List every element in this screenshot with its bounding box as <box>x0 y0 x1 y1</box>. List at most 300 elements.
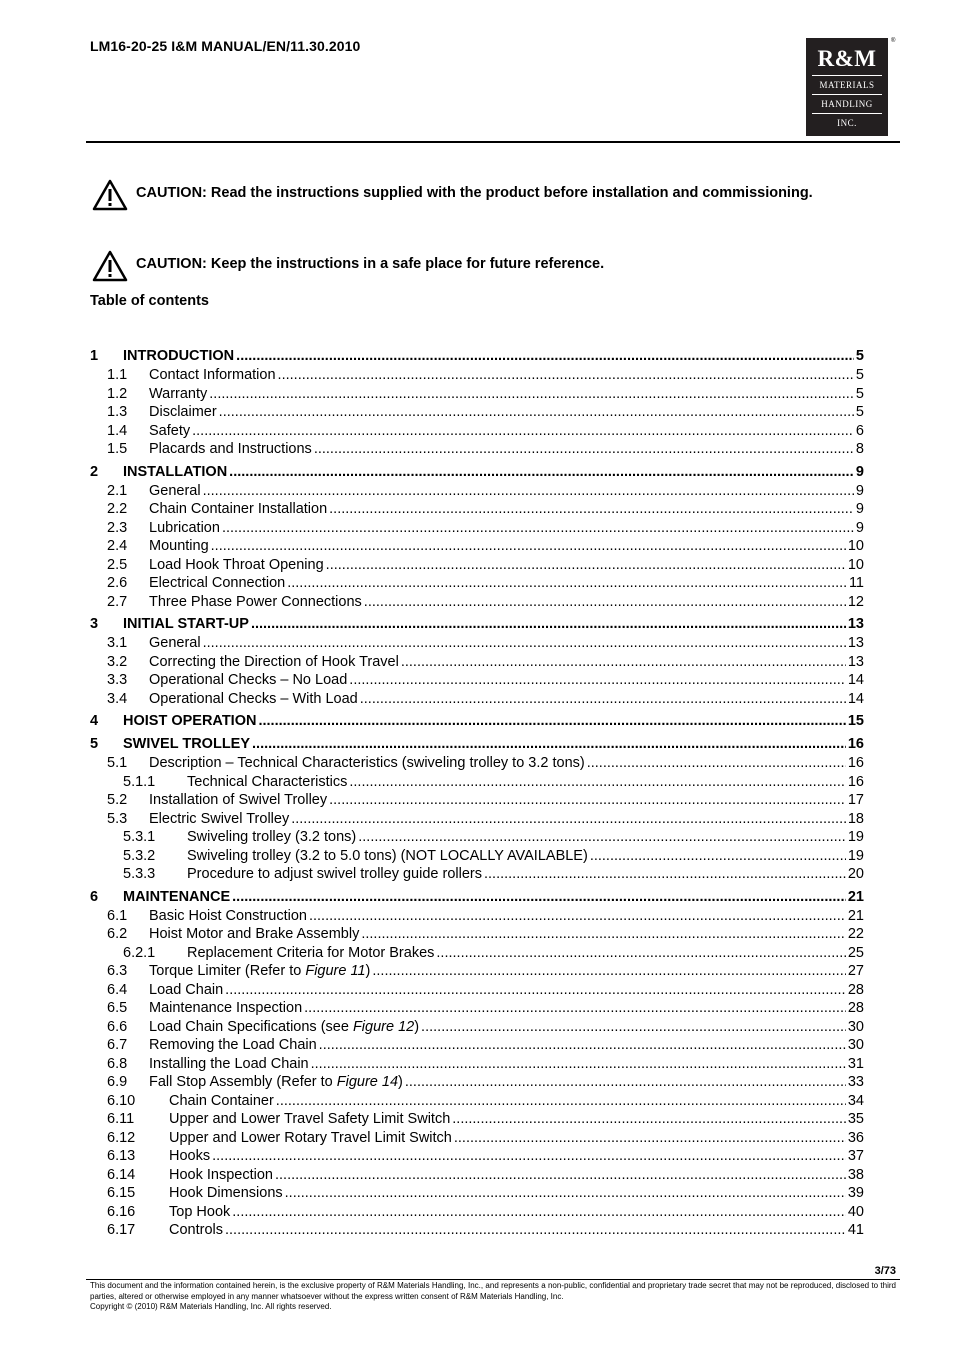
toc-entry[interactable] <box>90 1019 864 1038</box>
toc-entry[interactable] <box>90 1204 864 1223</box>
toc-dot-leader <box>251 616 846 632</box>
toc-entry[interactable] <box>90 889 864 908</box>
toc-entry-number: 6.17 <box>107 1222 136 1238</box>
toc-entry-number: 2.6 <box>107 575 128 591</box>
toc-dot-leader <box>236 348 854 364</box>
toc-entry-title-text: Load Hook Throat Opening <box>149 556 324 573</box>
toc-dot-leader <box>364 594 846 610</box>
toc-entry-number: 6.8 <box>107 1055 128 1072</box>
toc-entry-title-text: Contact Information <box>149 367 276 383</box>
toc-entry-figure-ref: Figure 11 <box>305 963 366 979</box>
toc-dot-leader <box>329 501 854 517</box>
toc-entry-title <box>169 1167 273 1183</box>
toc-entry-number: 6.12 <box>107 1129 136 1146</box>
caution-text: CAUTION: Read the instructions supplied with the product before installation and commissioning. <box>136 185 813 201</box>
toc-entry-number: 3.1 <box>107 635 128 651</box>
toc-entry-number: 6.1 <box>107 907 128 924</box>
toc-entry-title-text: Swiveling trolley (3.2 tons) <box>187 829 357 845</box>
toc-dot-leader <box>349 672 846 688</box>
toc-entry[interactable] <box>90 464 864 483</box>
toc-entry[interactable] <box>90 1056 864 1075</box>
toc-entry-page: 18 <box>847 810 864 827</box>
toc-entry-title <box>149 386 207 402</box>
toc-entry-number: 2.7 <box>107 593 128 610</box>
toc-entry-title <box>149 594 362 610</box>
toc-dot-leader <box>314 441 854 457</box>
logo-main-text: R&M <box>817 46 877 71</box>
toc-entry-title-text: Maintenance Inspection <box>149 1000 303 1016</box>
toc-entry-page: 21 <box>847 907 864 924</box>
toc-entry-title-text: Three Phase Power Connections <box>149 593 362 610</box>
footer-divider <box>86 1279 900 1280</box>
toc-entry-number: 6.16 <box>107 1203 136 1220</box>
toc-entry-page: 33 <box>847 1074 864 1090</box>
toc-entry[interactable] <box>90 575 864 594</box>
logo-divider <box>812 94 882 95</box>
toc-entry-title-text: Procedure to adjust swivel trolley guide rollers <box>187 866 482 882</box>
toc-entry-title <box>169 1111 450 1127</box>
toc-dot-leader <box>209 386 854 402</box>
toc-entry[interactable] <box>90 908 864 927</box>
toc-entry-page: 5 <box>855 348 864 364</box>
logo-line-1: MATERIALS <box>819 80 875 90</box>
toc-entry-number: 5.1 <box>107 755 128 771</box>
toc-entry-page: 9 <box>855 482 864 499</box>
toc-entry[interactable] <box>90 691 864 710</box>
toc-entry-title-text: MAINTENANCE <box>123 888 231 905</box>
toc-entry[interactable] <box>90 811 864 830</box>
toc-entry-title <box>149 755 585 771</box>
toc-entry-title-text: Top Hook <box>169 1203 231 1220</box>
toc-entry-title <box>187 866 482 882</box>
toc-entry-title <box>149 1074 403 1090</box>
toc-entry-page: 9 <box>855 519 864 536</box>
toc-entry-title-text: General <box>149 635 201 651</box>
toc-dot-leader <box>319 1037 846 1053</box>
toc-dot-leader <box>401 654 846 670</box>
logo-line-3: INC. <box>837 118 857 128</box>
toc-entry[interactable] <box>90 713 864 732</box>
toc-entry-title <box>149 1056 309 1072</box>
toc-entry-number: 5.3.2 <box>123 847 156 864</box>
toc-entry[interactable] <box>90 736 864 755</box>
toc-entry-title <box>149 423 190 439</box>
toc-heading: Table of contents <box>90 293 209 309</box>
toc-entry[interactable] <box>90 1093 864 1112</box>
toc-entry[interactable] <box>90 774 864 793</box>
toc-entry-page: 34 <box>847 1092 864 1109</box>
toc-entry[interactable] <box>90 654 864 673</box>
toc-dot-leader <box>285 1185 846 1201</box>
toc-entry-figure-ref: Figure 14 <box>336 1074 399 1090</box>
toc-dot-leader <box>358 829 846 845</box>
toc-entry[interactable] <box>90 520 864 539</box>
toc-entry[interactable] <box>90 945 864 964</box>
toc-entry-title-text: Correcting the Direction of Hook Travel <box>149 653 399 670</box>
toc-entry[interactable] <box>90 963 864 982</box>
toc-entry-page: 15 <box>847 713 864 729</box>
toc-entry-title-text: Removing the Load Chain <box>149 1037 317 1053</box>
toc-entry[interactable] <box>90 557 864 576</box>
toc-entry-page: 19 <box>847 847 864 864</box>
toc-entry-title <box>149 982 223 998</box>
toc-entry-title <box>169 1204 230 1220</box>
toc-dot-leader <box>587 755 846 771</box>
toc-entry-title <box>149 367 276 383</box>
registered-mark: ® <box>891 38 896 44</box>
toc-dot-leader <box>326 557 846 573</box>
toc-entry-title-text: INITIAL START-UP <box>123 616 249 632</box>
toc-entry-page: 5 <box>855 404 864 420</box>
toc-entry-page: 27 <box>847 963 864 979</box>
toc-dot-leader <box>229 464 854 480</box>
toc-entry-title-text: Load Chain <box>149 981 224 998</box>
toc-entry-title-text: Chain Container Installation <box>149 501 328 517</box>
toc-entry[interactable] <box>90 538 864 557</box>
toc-entry-page: 38 <box>847 1166 864 1183</box>
toc-entry[interactable] <box>90 792 864 811</box>
toc-entry-title-text: Safety <box>149 422 191 439</box>
toc-entry[interactable] <box>90 755 864 774</box>
toc-entry-number: 6.3 <box>107 963 128 979</box>
toc-entry-title-text: Controls <box>169 1222 223 1238</box>
toc-entry-title <box>149 963 370 979</box>
toc-entry-number: 2.5 <box>107 556 128 573</box>
toc-entry-title-text: Chain Container <box>169 1092 274 1109</box>
toc-entry-number: 6.9 <box>107 1074 128 1090</box>
toc-entry-page: 28 <box>847 1000 864 1016</box>
toc-dot-leader <box>291 811 846 827</box>
toc-entry-page: 10 <box>847 556 864 573</box>
toc-entry-title-suffix: ) <box>365 963 371 979</box>
toc-entry-page: 19 <box>847 829 864 845</box>
toc-entry-page: 6 <box>855 422 864 439</box>
toc-dot-leader <box>360 691 846 707</box>
toc-entry-number: 3 <box>90 616 99 632</box>
toc-entry[interactable] <box>90 501 864 520</box>
toc-entry-page: 30 <box>847 1018 864 1035</box>
toc-entry-title-text: Electrical Connection <box>149 575 286 591</box>
toc-dot-leader <box>219 404 854 420</box>
toc-entry-title <box>149 926 359 942</box>
toc-entry-page: 28 <box>847 981 864 998</box>
toc-entry-page: 11 <box>848 575 864 591</box>
toc-entry-number: 1.1 <box>107 367 128 383</box>
toc-dot-leader <box>590 848 846 864</box>
toc-entry-title <box>123 348 234 364</box>
toc-entry[interactable] <box>90 483 864 502</box>
toc-entry-number: 1 <box>90 348 99 364</box>
toc-entry-number: 6.13 <box>107 1148 136 1164</box>
toc-entry-number: 6.10 <box>107 1092 136 1109</box>
toc-dot-leader <box>309 908 846 924</box>
toc-entry-title <box>149 654 399 670</box>
toc-entry-number: 2 <box>90 463 99 480</box>
toc-entry-title <box>123 713 256 729</box>
toc-dot-leader <box>349 774 845 790</box>
toc-entry-number: 6.7 <box>107 1037 128 1053</box>
toc-entry-title <box>149 1000 302 1016</box>
toc-entry-title-suffix: ) <box>414 1018 420 1035</box>
toc-entry-page: 22 <box>847 926 864 942</box>
toc-entry-title-text: Upper and Lower Rotary Travel Limit Switch <box>169 1129 452 1146</box>
toc-entry-page: 9 <box>855 501 864 517</box>
toc-entry-title-text: Fall Stop Assembly (Refer to <box>149 1074 337 1090</box>
toc-entry[interactable] <box>90 1037 864 1056</box>
toc-entry-page: 41 <box>847 1222 864 1238</box>
toc-dot-leader <box>278 367 854 383</box>
toc-entry-title <box>169 1148 210 1164</box>
warning-triangle-icon <box>92 250 128 282</box>
toc-entry-number: 6.14 <box>107 1166 136 1183</box>
caution-keep-instructions <box>92 255 864 273</box>
toc-entry[interactable] <box>90 926 864 945</box>
toc-dot-leader <box>452 1111 846 1127</box>
toc-entry-title-text: Swiveling trolley (3.2 to 5.0 tons) (NOT LOCALLY AVAILABLE) <box>187 847 588 864</box>
toc-entry-title-text: INSTALLATION <box>123 463 228 480</box>
toc-dot-leader <box>212 1148 846 1164</box>
toc-entry-title <box>187 774 347 790</box>
toc-entry-page: 13 <box>847 653 864 670</box>
toc-entry-page: 37 <box>847 1148 864 1164</box>
toc-entry-title <box>187 848 588 864</box>
toc-entry-title <box>123 736 250 752</box>
toc-entry-title-text: INTRODUCTION <box>123 348 235 364</box>
caution-text: CAUTION: Keep the instructions in a safe place for future reference. <box>136 256 605 272</box>
toc-entry[interactable] <box>90 594 864 613</box>
toc-entry[interactable] <box>90 367 864 386</box>
toc-dot-leader <box>405 1074 846 1090</box>
toc-entry-page: 30 <box>847 1037 864 1053</box>
toc-entry-title <box>123 616 249 632</box>
toc-entry-number: 4 <box>90 713 99 729</box>
toc-entry-title-text: Installation of Swivel Trolley <box>149 792 328 808</box>
toc-entry-title <box>149 811 289 827</box>
toc-entry-title-text: Operational Checks – With Load <box>149 690 358 707</box>
header-divider <box>86 141 900 143</box>
toc-dot-leader <box>287 575 847 591</box>
toc-entry-number: 6.5 <box>107 1000 128 1016</box>
toc-entry-title <box>169 1222 223 1238</box>
logo-divider <box>812 113 882 114</box>
toc-entry-title-text: Replacement Criteria for Motor Brakes <box>187 944 435 961</box>
toc-entry[interactable] <box>90 404 864 423</box>
toc-entry[interactable] <box>90 423 864 442</box>
toc-dot-leader <box>275 1167 846 1183</box>
toc-dot-leader <box>192 423 854 439</box>
toc-entry-page: 17 <box>847 792 864 808</box>
toc-entry-page: 25 <box>847 944 864 961</box>
confidentiality-notice: This document and the information contained herein, is the exclusive property of R&M Materials Handling, Inc., and represents a non-public, confidential and proprietary trade secret that may not be reproduced, disclosed to third parties, altered or otherwise employed in any manner whatsoever without the express written consent of R&M Materials Handling, Inc. <box>90 1281 896 1301</box>
toc-entry-title-text: Electric Swivel Trolley <box>149 810 290 827</box>
toc-entry[interactable] <box>90 1074 864 1093</box>
toc-dot-leader <box>211 538 846 554</box>
toc-entry-title <box>123 889 230 905</box>
toc-entry-page: 31 <box>847 1055 864 1072</box>
toc-entry-page: 14 <box>847 690 864 707</box>
toc-entry-page: 14 <box>847 672 864 688</box>
toc-entry-number: 3.2 <box>107 653 128 670</box>
toc-entry-number: 3.3 <box>107 672 128 688</box>
toc-entry-page: 16 <box>847 773 864 790</box>
toc-dot-leader <box>311 1056 846 1072</box>
toc-entry-title-text: Basic Hoist Construction <box>149 907 307 924</box>
toc-dot-leader <box>203 483 854 499</box>
toc-entry-title <box>149 908 307 924</box>
toc-entry-title <box>149 575 285 591</box>
toc-entry-title <box>149 538 209 554</box>
toc-entry-title-text: Hoist Motor and Brake Assembly <box>149 926 360 942</box>
toc-entry-title <box>187 829 356 845</box>
toc-entry-title <box>149 404 217 420</box>
toc-entry-title <box>169 1185 283 1201</box>
toc-dot-leader <box>276 1093 846 1109</box>
toc-entry[interactable] <box>90 616 864 635</box>
toc-entry-page: 5 <box>855 367 864 383</box>
toc-entry-title-text: Lubrication <box>149 519 220 536</box>
toc-dot-leader <box>372 963 845 979</box>
toc-entry[interactable] <box>90 1148 864 1167</box>
toc-entry-title-text: Disclaimer <box>149 404 217 420</box>
toc-entry-page: 16 <box>847 736 864 752</box>
toc-entry-title <box>169 1130 452 1146</box>
toc-entry-number: 6.15 <box>107 1185 136 1201</box>
toc-entry-number: 6 <box>90 888 99 905</box>
toc-entry[interactable] <box>90 1185 864 1204</box>
toc-entry-title-text: General <box>149 482 201 499</box>
toc-entry-title <box>123 464 227 480</box>
toc-dot-leader <box>258 713 845 729</box>
toc-entry-title-text: Load Chain Specifications (see <box>149 1018 353 1035</box>
toc-entry-number: 2.2 <box>107 501 128 517</box>
document-title: LM16-20-25 I&M MANUAL/EN/11.30.2010 <box>90 38 361 54</box>
caution-read-instructions <box>92 184 864 202</box>
toc-entry[interactable] <box>90 982 864 1001</box>
toc-entry-number: 6.2.1 <box>123 944 156 961</box>
toc-entry-title-suffix: ) <box>398 1074 403 1090</box>
toc-entry-number: 6.6 <box>107 1018 128 1035</box>
toc-entry-title-text: Torque Limiter (Refer to <box>149 963 306 979</box>
toc-entry-number: 2.4 <box>107 538 128 554</box>
toc-entry-title <box>149 520 220 536</box>
toc-dot-leader <box>304 1000 846 1016</box>
toc-dot-leader <box>225 1222 846 1238</box>
toc-entry[interactable] <box>90 1000 864 1019</box>
toc-entry-number: 5.3.1 <box>123 829 156 845</box>
toc-entry-title-text: Description – Technical Characteristics (swiveling trolley to 3.2 tons) <box>149 755 585 771</box>
toc-entry[interactable] <box>90 635 864 654</box>
toc-entry-title <box>149 483 201 499</box>
toc-entry-number: 6.2 <box>107 926 128 942</box>
toc-entry-number: 1.4 <box>107 422 128 439</box>
company-logo <box>806 38 888 136</box>
toc-entry-page: 39 <box>847 1185 864 1201</box>
toc-entry[interactable] <box>90 829 864 848</box>
toc-entry-page: 20 <box>847 866 864 882</box>
toc-entry-title-text: Operational Checks – No Load <box>149 672 348 688</box>
toc-entry[interactable] <box>90 1130 864 1149</box>
logo-divider <box>812 75 882 76</box>
copyright-notice: Copyright © (2010) R&M Materials Handling, Inc. All rights reserved. <box>90 1302 332 1311</box>
toc-dot-leader <box>361 926 846 942</box>
toc-entry-title <box>149 1019 419 1035</box>
toc-entry-page: 12 <box>847 593 864 610</box>
table-of-contents <box>90 348 864 1241</box>
toc-entry[interactable] <box>90 1222 864 1241</box>
toc-entry[interactable] <box>90 848 864 867</box>
toc-dot-leader <box>454 1130 846 1146</box>
toc-entry-title <box>187 945 434 961</box>
toc-entry-number: 1.2 <box>107 385 128 402</box>
toc-entry-title-text: Upper and Lower Travel Safety Limit Switch <box>169 1111 451 1127</box>
toc-entry[interactable] <box>90 348 864 367</box>
toc-entry-title <box>169 1093 274 1109</box>
toc-entry-title <box>149 792 327 808</box>
toc-entry[interactable] <box>90 866 864 885</box>
toc-entry[interactable] <box>90 1167 864 1186</box>
toc-entry-title <box>149 691 358 707</box>
toc-entry-number: 6.4 <box>107 981 128 998</box>
toc-entry[interactable] <box>90 1111 864 1130</box>
toc-dot-leader <box>252 736 846 752</box>
toc-entry[interactable] <box>90 672 864 691</box>
toc-entry-page: 21 <box>847 888 864 905</box>
toc-dot-leader <box>225 982 846 998</box>
toc-entry-number: 1.5 <box>107 441 128 457</box>
toc-entry-title-text: Hooks <box>169 1148 211 1164</box>
toc-entry-page: 10 <box>847 538 864 554</box>
toc-entry-page: 9 <box>855 463 864 480</box>
toc-entry-title <box>149 672 347 688</box>
confidentiality-footer <box>90 1281 896 1313</box>
toc-entry-title-text: Mounting <box>149 538 209 554</box>
toc-entry-page: 16 <box>847 755 864 771</box>
toc-entry-title-text: SWIVEL TROLLEY <box>123 736 251 752</box>
warning-triangle-icon <box>92 179 128 211</box>
toc-dot-leader <box>421 1019 846 1035</box>
toc-entry-page: 5 <box>855 385 864 402</box>
toc-entry-page: 35 <box>847 1111 864 1127</box>
toc-entry-title <box>149 635 201 651</box>
toc-dot-leader <box>222 520 854 536</box>
toc-dot-leader <box>484 866 846 882</box>
toc-entry-number: 5.3 <box>107 810 128 827</box>
toc-entry-title <box>149 501 327 517</box>
toc-entry-page: 40 <box>847 1203 864 1220</box>
toc-entry-title-text: HOIST OPERATION <box>123 713 257 729</box>
toc-entry-page: 8 <box>855 441 864 457</box>
toc-entry-number: 3.4 <box>107 690 128 707</box>
page-number: 3/73 <box>874 1265 896 1277</box>
toc-entry-title-text: Installing the Load Chain <box>149 1055 309 1072</box>
toc-entry-title <box>149 1037 317 1053</box>
toc-entry-title-text: Placards and Instructions <box>149 441 312 457</box>
logo-line-2: HANDLING <box>821 99 873 109</box>
toc-entry-number: 5.3.3 <box>123 866 156 882</box>
toc-entry[interactable] <box>90 441 864 460</box>
toc-entry-number: 2.3 <box>107 519 128 536</box>
toc-entry[interactable] <box>90 386 864 405</box>
toc-entry-page: 13 <box>847 616 864 632</box>
toc-entry-number: 1.3 <box>107 404 128 420</box>
toc-entry-number: 2.1 <box>107 482 128 499</box>
toc-entry-title-text: Hook Inspection <box>169 1166 273 1183</box>
toc-entry-number: 6.11 <box>107 1111 135 1127</box>
toc-dot-leader <box>436 945 845 961</box>
toc-dot-leader <box>329 792 846 808</box>
toc-entry-figure-ref: Figure 12 <box>352 1018 415 1035</box>
toc-entry-number: 5.1.1 <box>123 773 156 790</box>
